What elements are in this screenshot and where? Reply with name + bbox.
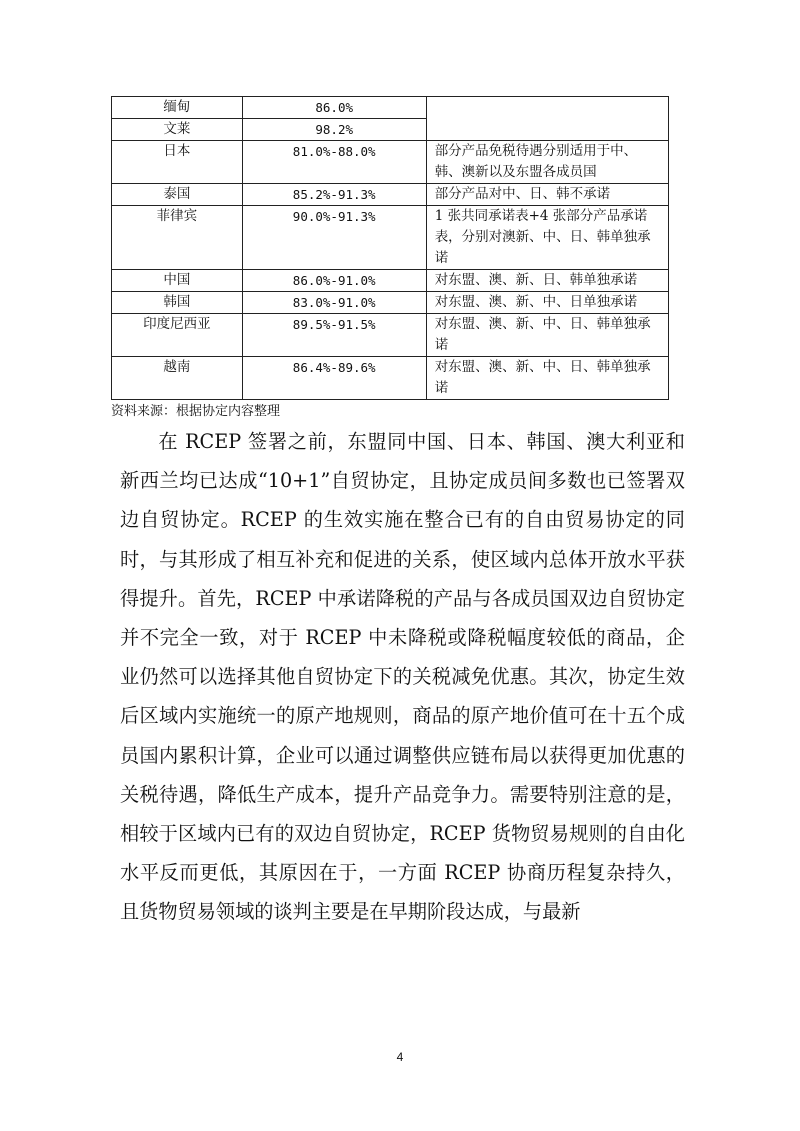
country-cell: 越南 [112, 357, 243, 400]
note-cell: 对东盟、澳、新、中、日单独承诺 [426, 292, 668, 314]
table-row [112, 357, 669, 400]
note-cell: 对东盟、澳、新、中、日、韩单独承诺 [426, 314, 668, 357]
table-row [112, 141, 669, 184]
country-cell: 泰国 [112, 184, 243, 206]
country-cell: 韩国 [112, 292, 243, 314]
rate-cell: 98.2% [242, 119, 426, 141]
table-row [112, 97, 669, 119]
rate-cell: 86.4%-89.6% [242, 357, 426, 400]
country-cell: 日本 [112, 141, 243, 184]
page-number: 4 [396, 1050, 404, 1064]
country-cell: 缅甸 [112, 97, 243, 119]
note-cell [426, 97, 668, 141]
table-row [112, 270, 669, 292]
note-cell: 1 张共同承诺表+4 张部分产品承诺表，分别对澳新、中、日、韩单独承诺 [426, 206, 668, 270]
country-cell: 中国 [112, 270, 243, 292]
paragraph: 在 RCEP 签署之前，东盟同中国、日本、韩国、澳大利亚和新西兰均已达成“10+1”自贸协定，且协定成员间多数也已签署双边自贸协定。RCEP 的生效实施在整合已有的自由贸易协定的同时，与其形成了相互补充和促进的关系，使区域内总体开放水平获得提升。首先，RCEP 中承诺降税的产品与各成员国双边自贸协定并不完全一致，对于 RCEP 中未降税或降税幅度较低的商品，企业仍然可以选择其他自贸协定下的关税减免优惠。其次，协定生效后区域内实施统一的原产地规则，商品的原产地价值可在十五个成员国内累积计算，企业可以通过调整供应链布局以获得更加优惠的关税待遇，降低生产成本，提升产品竞争力。需要特别注意的是，相较于区域内已有的双边自贸协定，RCEP 货物贸易规则的自由化水平反而更低，其原因在于，一方面 RCEP 协商历程复杂持久，且货物贸易领域的谈判主要是在早期阶段达成，与最新 [120, 430, 685, 924]
note-cell: 对东盟、澳、新、中、日、韩单独承诺 [426, 357, 668, 400]
rate-cell: 83.0%-91.0% [242, 292, 426, 314]
table-row [112, 206, 669, 270]
table-source-note: 资料来源：根据协定内容整理 [111, 404, 281, 419]
rate-cell: 81.0%-88.0% [242, 141, 426, 184]
country-cell: 文莱 [112, 119, 243, 141]
body-text [120, 422, 685, 932]
rate-cell: 86.0%-91.0% [242, 270, 426, 292]
country-cell: 印度尼西亚 [112, 314, 243, 357]
table-row [112, 292, 669, 314]
note-cell: 对东盟、澳、新、日、韩单独承诺 [426, 270, 668, 292]
note-cell: 部分产品免税待遇分别适用于中、韩、澳新以及东盟各成员国 [426, 141, 668, 184]
tariff-commitment-table [111, 96, 669, 400]
country-cell: 菲律宾 [112, 206, 243, 270]
note-cell: 部分产品对中、日、韩不承诺 [426, 184, 668, 206]
rate-cell: 89.5%-91.5% [242, 314, 426, 357]
rate-cell: 90.0%-91.3% [242, 206, 426, 270]
table-row [112, 314, 669, 357]
rate-cell: 85.2%-91.3% [242, 184, 426, 206]
table-row [112, 184, 669, 206]
rate-cell: 86.0% [242, 97, 426, 119]
